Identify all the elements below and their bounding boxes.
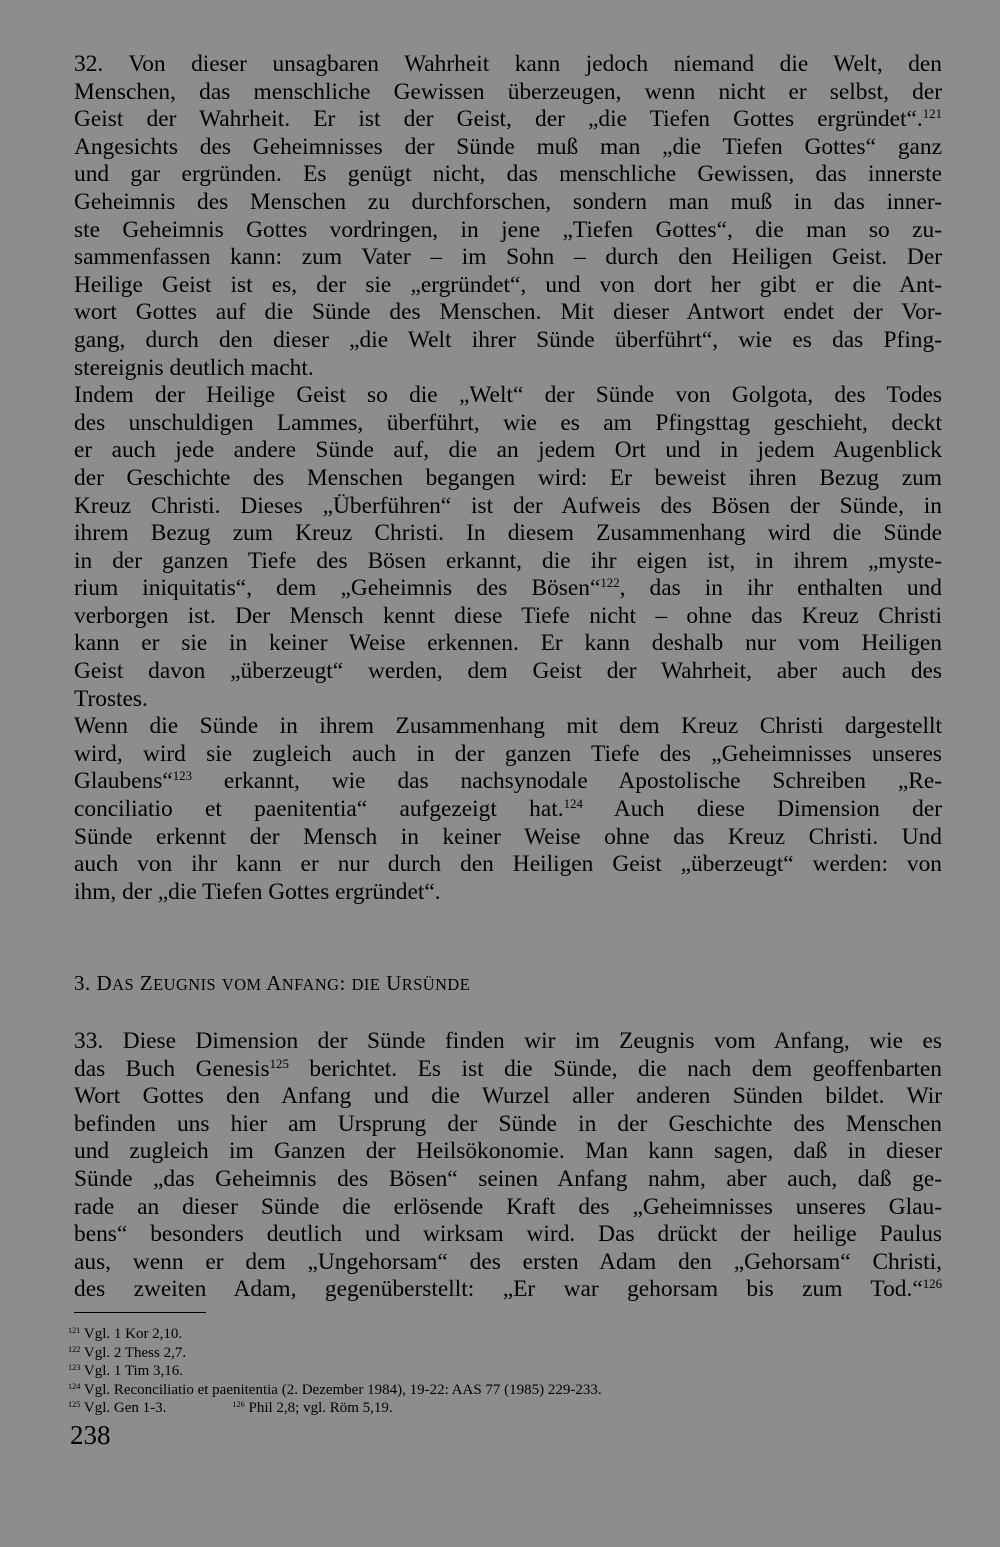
footnote-separator [74, 1312, 206, 1313]
footnote-ref: 121 [922, 107, 942, 122]
text-span: Geist der Wahrheit. Er ist der Geist, der „die Tiefen Gottes ergründet“. [74, 106, 923, 133]
text-line [74, 768, 942, 796]
text-span: conciliatio et paenitentia“ aufgezeigt hat. [74, 796, 564, 823]
heading-smallcaps: AS [112, 975, 135, 994]
footnote-text: Vgl. 2 Thess 2,7. [83, 1344, 187, 1361]
text-line: sammenfassen kann: zum Vater – im Sohn – durch den Heiligen Geist. Der [74, 244, 942, 271]
text-line: und gar ergründen. Es genügt nicht, das menschliche Gewissen, das innerste [74, 161, 942, 188]
text-line: auch von ihr kann er nur durch den Heiligen Geist „überzeugt“ werden: von [74, 851, 942, 878]
text-line: aus, wenn er dem „Ungehorsam“ des ersten Adam den „Gehorsam“ Christi, [74, 1248, 942, 1275]
text-span: des zweiten Adam, gegenüberstellt: „Er war gehorsam bis zum Tod.“ [74, 1276, 923, 1303]
text-line: rade an dieser Sünde die erlösende Kraft des „Geheimnisses unseres Glau- [74, 1193, 942, 1220]
heading-smallcaps: EUGNIS [153, 975, 217, 994]
footnote [68, 1362, 602, 1381]
footnote-number: 121 [68, 1325, 81, 1335]
heading-smallcaps: VOM [221, 975, 262, 994]
heading-smallcaps: NFANG [281, 975, 340, 994]
footnote-text: Phil 2,8; vgl. Röm 5,19. [248, 1400, 393, 1417]
text-span: Auch diese Dimension der [582, 796, 942, 823]
text-span: Glaubens“ [74, 768, 173, 795]
text-line: gang, durch den dieser „die Welt ihrer Sünde überführt“, wie es das Pfing- [74, 326, 942, 353]
text-line: Indem der Heilige Geist so die „Welt“ der Sünde von Golgota, des Todes [74, 382, 942, 409]
paragraph-32 [74, 51, 942, 906]
heading-initial: A [266, 971, 282, 995]
text-line: Geheimnis des Menschen zu durchforschen, sondern man muß in das inner- [74, 188, 942, 215]
heading-number: 3. [74, 971, 97, 995]
text-line [74, 106, 942, 134]
footnote-ref: 123 [172, 769, 193, 784]
text-line: ihrem Bezug zum Kreuz Christi. In diesem Zusammenhang wird die Sünde [74, 520, 942, 547]
text-span: , das in ihr enthalten und [619, 575, 942, 602]
text-line [74, 1276, 942, 1304]
text-line: in der ganzen Tiefe des Bösen erkannt, die ihr eigen ist, in ihrem „myste- [74, 547, 942, 574]
heading-colon: : [339, 971, 346, 995]
text-line: kann er sie in keiner Weise erkennen. Er kann deshalb nur vom Heiligen [74, 630, 942, 657]
text-span: erkannt, wie das nachsynodale Apostolische Schreiben „Re- [192, 768, 942, 795]
footnote-text: Vgl. 1 Kor 2,10. [83, 1326, 183, 1342]
text-line: Sünde „das Geheimnis des Bösen“ seinen Anfang nahm, aber auch, daß ge- [74, 1165, 942, 1192]
footnote-text: Vgl. 1 Tim 3,16. [83, 1363, 184, 1380]
footnote-number: 125 [68, 1400, 81, 1410]
text-line [74, 796, 942, 824]
footnote-text: Vgl. Reconciliatio et paenitentia (2. Dezember 1984), 19-22: AAS 77 (1985) 229-233. [83, 1381, 602, 1398]
heading-smallcaps: DIE [351, 975, 381, 994]
text-line: Kreuz Christi. Dieses „Überführen“ ist der Aufweis des Bösen der Sünde, in [74, 492, 942, 519]
footnote-number: 124 [68, 1381, 81, 1391]
text-line [74, 1056, 942, 1084]
footnote-number: 123 [68, 1363, 81, 1373]
heading-initial: U [386, 971, 402, 995]
text-line: 32. Von dieser unsagbaren Wahrheit kann jedoch niemand die Welt, den [74, 51, 942, 77]
footnote-number: 126 [232, 1400, 245, 1410]
footnote-ref: 124 [563, 797, 583, 812]
footnote [68, 1344, 602, 1363]
text-line: ste Geheimnis Gottes vordringen, in jene „Tiefen Gottes“, die man so zu- [74, 216, 942, 243]
text-line: Heilige Geist ist es, der sie „ergründet“, und von dort her gibt er die Ant- [74, 271, 942, 298]
footnote-number: 122 [68, 1344, 81, 1354]
heading-smallcaps: RSÜNDE [401, 975, 471, 994]
heading-initial: D [96, 971, 113, 995]
text-line [74, 575, 942, 603]
text-line: stereignis deutlich macht. [74, 354, 314, 381]
footnote-ref: 126 [922, 1277, 942, 1292]
footnote-text: Vgl. Gen 1-3. [83, 1400, 167, 1417]
section-heading [74, 971, 470, 996]
heading-initial: Z [139, 971, 154, 995]
footnotes [68, 1325, 602, 1418]
text-span: das Buch Genesis [74, 1055, 270, 1082]
text-line: Wenn die Sünde in ihrem Zusammenhang mit dem Kreuz Christi dargestellt [74, 713, 942, 740]
text-line: Geist davon „überzeugt“ werden, dem Geist der Wahrheit, aber auch des [74, 658, 942, 685]
text-line: wird, wird sie zugleich auch in der ganzen Tiefe des „Geheimnisses unseres [74, 740, 942, 767]
text-line: Menschen, das menschliche Gewissen überzeugen, wenn nicht er selbst, der [74, 78, 942, 105]
text-line: und zugleich im Ganzen der Heilsökonomie. Man kann sagen, daß in dieser [74, 1138, 942, 1165]
paragraph-33 [74, 1028, 942, 1304]
footnote-ref: 125 [269, 1056, 289, 1071]
text-line: er auch jede andere Sünde auf, die an jedem Ort und in jedem Augenblick [74, 437, 942, 464]
text-line: Wort Gottes den Anfang und die Wurzel aller anderen Sünden bildet. Wir [74, 1083, 942, 1110]
page-number: 238 [70, 1420, 111, 1450]
text-span: berichtet. Es ist die Sünde, die nach dem geoffenbarten [288, 1055, 942, 1082]
footnote [68, 1381, 602, 1400]
text-span: rium iniquitatis“, dem „Geheimnis des Bösen“ [74, 575, 601, 602]
text-line: bens“ besonders deutlich und wirksam wird. Das drückt der heilige Paulus [74, 1221, 942, 1248]
footnote [68, 1399, 602, 1418]
footnote [68, 1325, 602, 1344]
text-line: befinden uns hier am Ursprung der Sünde in der Geschichte des Menschen [74, 1110, 942, 1137]
text-line: verborgen ist. Der Mensch kennt diese Tiefe nicht – ohne das Kreuz Christi [74, 602, 942, 629]
text-line: Sünde erkennt der Mensch in keiner Weise ohne das Kreuz Christi. Und [74, 823, 942, 850]
text-line: Angesichts des Geheimnisses der Sünde muß man „die Tiefen Gottes“ ganz [74, 133, 942, 160]
footnote-ref: 122 [600, 576, 620, 591]
text-line: ihm, der „die Tiefen Gottes ergründet“. [74, 878, 441, 905]
text-line: 33. Diese Dimension der Sünde finden wir im Zeugnis vom Anfang, wie es [74, 1028, 942, 1054]
text-line: des unschuldigen Lammes, überführt, wie es am Pfingsttag geschieht, deckt [74, 409, 942, 436]
text-line: Trostes. [74, 685, 148, 712]
text-line: der Geschichte des Menschen begangen wird: Er beweist ihren Bezug zum [74, 464, 942, 491]
text-line: wort Gottes auf die Sünde des Menschen. Mit dieser Antwort endet der Vor- [74, 299, 942, 326]
